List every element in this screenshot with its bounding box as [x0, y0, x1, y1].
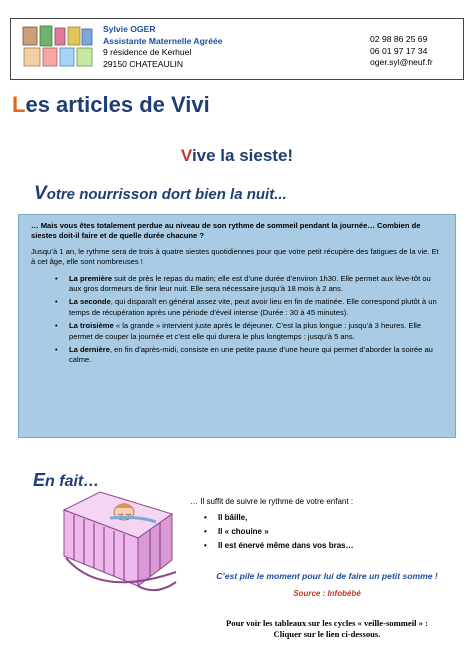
bullet-icon: • — [55, 297, 58, 307]
baby-items-logo-icon — [22, 25, 94, 69]
list-item — [55, 297, 443, 318]
nap-heading: La seconde — [69, 297, 111, 307]
footer-note — [190, 618, 464, 640]
nap-info-box — [18, 214, 456, 438]
bullet-icon: • — [55, 345, 58, 355]
phone-1: 02 98 86 25 69 — [370, 34, 428, 44]
email-link[interactable]: oger.syl@neuf.fr — [370, 57, 433, 67]
behavior-list — [204, 512, 460, 551]
list-item — [204, 526, 460, 537]
caregiver-title: Assistante Maternelle Agréée — [103, 35, 223, 46]
address-line-2: 29150 CHATEAULIN — [103, 58, 184, 69]
section-heading-rest: otre nourrisson dort bien la nuit... — [46, 186, 287, 203]
footer-line-1: Pour voir les tableaux sur les cycles « veille-sommeil » : — [226, 618, 428, 628]
page-title-initial: L — [12, 92, 26, 117]
list-item — [55, 321, 443, 342]
source-credit: Source : Infobébé — [293, 589, 361, 598]
section-heading-initial: V — [34, 183, 47, 204]
address-line-1: 9 résidence de Kerhuel — [103, 47, 192, 57]
bullet-icon: • — [55, 321, 58, 331]
baby-crib-illustration-icon — [60, 486, 180, 602]
en-fait-initial: E — [33, 470, 46, 490]
phone-2: 06 01 97 17 34 — [370, 45, 428, 56]
tips-intro: … Il suffit de suivre le rythme de votre enfant : — [190, 497, 354, 506]
nap-text: , en fin d’après-midi, consiste en une petite pause d’une heure qui permet d’aborder la soirée au calme. — [69, 345, 433, 365]
list-item — [55, 345, 443, 366]
list-item — [204, 540, 460, 551]
page-title-rest: es articles de Vivi — [25, 92, 210, 117]
nap-text: « la grande » intervient juste après le déjeuner. C’est la plus longue : jusqu’à 3 heures. Elle permet de couper la journée et c’est elle qui durera le plus longtemps : jusqu’à 5 ans. — [69, 321, 422, 341]
box-intro: … Mais vous êtes totalement perdue au niveau de son rythme de sommeil pendant la journée… Combien de siestes doit-il faire et de quelle durée chacune ? — [31, 221, 421, 241]
footer-link-text[interactable]: Cliquer sur le lien ci-dessous. — [273, 629, 381, 639]
bullet-icon: • — [204, 541, 207, 550]
list-item — [55, 274, 443, 295]
behavior-text: Il est énervé même dans vos bras… — [218, 541, 354, 550]
bullet-icon: • — [204, 527, 207, 536]
tips-column — [190, 496, 460, 554]
page-title — [12, 92, 210, 118]
nap-text: suit de près le repas du matin; elle est d’une durée d’environ 1h30. Elle permet aux lève-tôt ou aux gros dormeurs de finir leur nuit. Elle sera nécessaire jusqu’à 18 mois à 2 ans. — [69, 273, 431, 294]
article-title — [0, 146, 474, 166]
section-heading — [34, 183, 287, 205]
caregiver-name: Sylvie OGER — [103, 24, 156, 34]
bullet-icon: • — [55, 273, 58, 283]
list-item — [204, 512, 460, 523]
nap-heading: La troisième — [69, 321, 114, 331]
bullet-icon: • — [204, 513, 207, 522]
nap-heading: La première — [69, 273, 113, 283]
behavior-text: Il bâille, — [218, 513, 248, 522]
contact-info-left — [103, 24, 223, 70]
nap-list — [55, 274, 443, 366]
box-paragraph: Jusqu’à 1 an, le rythme sera de trois à quatre siestes quotidiennes pour que votre petit récupère des fatigues de la vie. Et à cet âge, elle sont nombreuses ! — [31, 246, 439, 267]
nap-heading: La dernière — [69, 345, 110, 355]
article-title-initial: V — [180, 146, 192, 165]
behavior-text: Il « chouine » — [218, 527, 269, 536]
nap-time-callout: C’est pile le moment pour lui de faire un petit somme ! — [216, 571, 438, 581]
nap-text: , qui disparaît en général assez vite, peut avoir lieu en fin de matinée. Elle correspond plutôt à un temps de récupération après une période d’éveil intense (Durée : 30 à 45 minutes). — [69, 297, 437, 317]
contact-info-right — [370, 34, 433, 69]
en-fait-rest: n fait… — [45, 473, 100, 490]
article-title-rest: ive la sieste! — [191, 146, 294, 165]
